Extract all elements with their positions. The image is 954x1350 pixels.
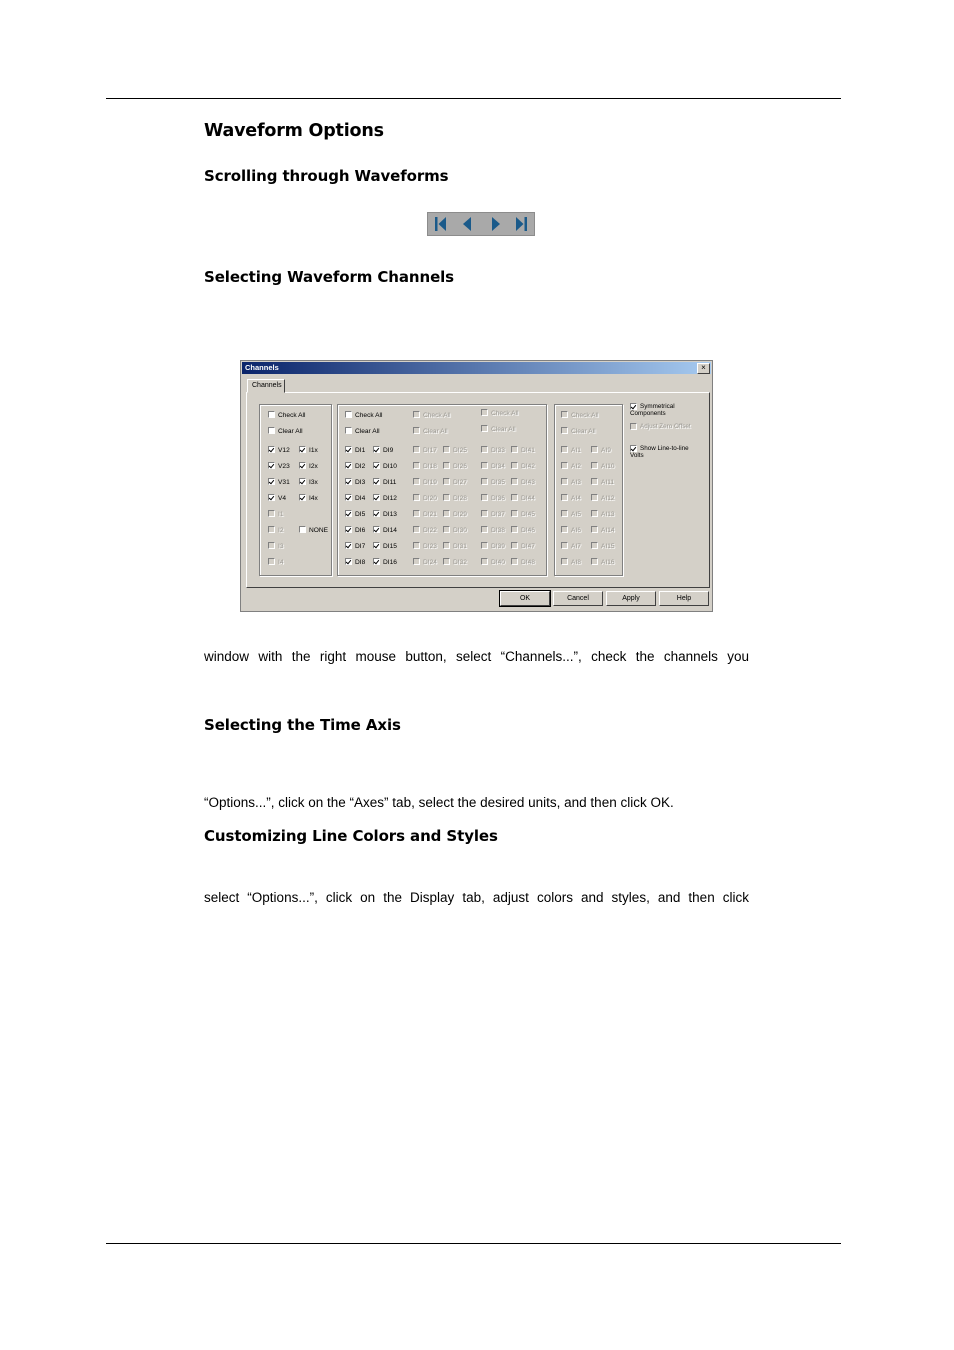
checkbox-label: Clear All	[423, 428, 448, 435]
digital-input-checkbox	[443, 510, 467, 519]
checkbox-box	[481, 494, 488, 501]
digital-input-checkbox	[481, 494, 505, 503]
checkbox-box	[561, 494, 568, 501]
digital-input-checkbox	[481, 542, 505, 551]
checkbox-label: Clear All	[355, 428, 380, 435]
checkbox-label: DI35	[491, 479, 505, 486]
digital-input-checkbox[interactable]	[345, 542, 365, 551]
checkbox-box	[443, 510, 450, 517]
checkbox-label: DI26	[453, 463, 467, 470]
checkbox-box[interactable]	[373, 446, 380, 453]
checkbox-label: I1x	[309, 447, 318, 454]
checkbox-box	[481, 478, 488, 485]
digital-input-checkbox	[511, 446, 535, 455]
checkbox-box[interactable]	[268, 494, 275, 501]
checkbox-label: Check All	[423, 412, 451, 419]
checkbox-label: DI20	[423, 495, 437, 502]
checkbox-box	[268, 510, 275, 517]
waveform-nav-toolbar	[427, 212, 535, 236]
digital-input-checkbox	[413, 478, 437, 487]
checkbox-label: DI13	[383, 511, 397, 518]
checkbox-box[interactable]	[345, 510, 352, 517]
check-all-checkbox[interactable]	[268, 411, 306, 420]
checkbox-box	[591, 478, 598, 485]
checkbox-box	[591, 526, 598, 533]
checkbox-box	[591, 558, 598, 565]
cancel-button[interactable]: Cancel	[553, 591, 603, 606]
checkbox-label: Symmetrical Components	[630, 403, 675, 417]
checkbox-label: I1	[278, 511, 284, 518]
checkbox-box	[413, 542, 420, 549]
digital-input-checkbox[interactable]	[345, 526, 365, 535]
checkbox-label: DI25	[453, 447, 467, 454]
checkbox-label: DI28	[453, 495, 467, 502]
checkbox-box	[511, 462, 518, 469]
checkbox-box[interactable]	[373, 558, 380, 565]
analog-input-checkbox	[591, 446, 611, 455]
channels-paragraph: window with the right mouse button, select “Channels...”, check the channels you	[204, 649, 749, 664]
checkbox-box[interactable]	[299, 462, 306, 469]
channel-checkbox[interactable]	[268, 462, 290, 471]
checkbox-label: AI4	[571, 495, 581, 502]
analog-input-checkbox	[561, 478, 581, 487]
checkbox-label: Check All	[571, 412, 599, 419]
channel-checkbox[interactable]	[299, 478, 318, 487]
di-check-all-checkbox	[413, 411, 451, 420]
checkbox-label: AI9	[601, 447, 611, 454]
checkbox-label: DI17	[423, 447, 437, 454]
checkbox-box	[511, 542, 518, 549]
checkbox-box	[481, 462, 488, 469]
channel-checkbox	[268, 510, 284, 519]
checkbox-box[interactable]	[268, 411, 275, 418]
checkbox-label: DI45	[521, 511, 535, 518]
clear-all-checkbox[interactable]	[268, 427, 303, 436]
checkbox-label: DI30	[453, 527, 467, 534]
checkbox-box	[268, 558, 275, 565]
checkbox-box	[413, 526, 420, 533]
checkbox-box[interactable]	[345, 427, 352, 434]
first-icon[interactable]	[428, 213, 454, 235]
checkbox-label: I3x	[309, 479, 318, 486]
channel-checkbox[interactable]	[299, 446, 318, 455]
header-rule	[106, 98, 841, 99]
checkbox-label: DI33	[491, 447, 505, 454]
checkbox-box	[443, 558, 450, 565]
checkbox-box	[561, 526, 568, 533]
checkbox-label: DI36	[491, 495, 505, 502]
checkbox-label: DI11	[383, 479, 397, 486]
checkbox-label: Check All	[278, 412, 306, 419]
digital-input-checkbox[interactable]	[373, 510, 397, 519]
option-checkbox	[630, 423, 692, 430]
checkbox-label: DI43	[521, 479, 535, 486]
apply-button[interactable]: Apply	[606, 591, 656, 606]
checkbox-label: DI44	[521, 495, 535, 502]
checkbox-label: DI32	[453, 559, 467, 566]
checkbox-label: DI48	[521, 559, 535, 566]
analog-input-checkbox	[591, 462, 615, 471]
checkbox-label: DI21	[423, 511, 437, 518]
digital-input-checkbox[interactable]	[373, 558, 397, 567]
footer-rule	[106, 1243, 841, 1244]
channel-checkbox[interactable]	[268, 478, 290, 487]
checkbox-label: DI40	[491, 559, 505, 566]
checkbox-box[interactable]	[345, 411, 352, 418]
checkbox-label: DI2	[355, 463, 366, 470]
checkbox-label: DI16	[383, 559, 397, 566]
checkbox-box	[413, 510, 420, 517]
checkbox-label: DI42	[521, 463, 535, 470]
checkbox-box[interactable]	[268, 462, 275, 469]
checkbox-label: DI47	[521, 543, 535, 550]
checkbox-box[interactable]	[345, 446, 352, 453]
checkbox-box[interactable]	[373, 526, 380, 533]
digital-input-checkbox	[481, 462, 505, 471]
checkbox-box[interactable]	[299, 478, 306, 485]
channels-dialog	[240, 360, 713, 612]
checkbox-label: DI8	[355, 559, 366, 566]
digital-input-checkbox[interactable]	[373, 478, 396, 487]
checkbox-label: V12	[278, 447, 290, 454]
digital-input-checkbox[interactable]	[373, 494, 397, 503]
di-clear-all-checkbox	[413, 427, 448, 436]
analog-input-checkbox	[561, 462, 581, 471]
page-title: Waveform Options	[204, 121, 384, 141]
checkbox-box	[443, 494, 450, 501]
channel-checkbox	[268, 526, 284, 535]
digital-input-checkbox[interactable]	[345, 446, 365, 455]
checkbox-label: DI6	[355, 527, 366, 534]
digital-input-checkbox	[443, 558, 467, 567]
digital-input-checkbox	[481, 510, 505, 519]
di-clear-all-checkbox[interactable]	[345, 427, 380, 436]
checkbox-box	[443, 446, 450, 453]
dialog-title: Channels	[245, 363, 279, 372]
checkbox-box[interactable]	[373, 494, 380, 501]
checkbox-box	[561, 462, 568, 469]
checkbox-label: Check All	[355, 412, 383, 419]
last-icon[interactable]	[508, 213, 534, 235]
digital-input-checkbox	[413, 558, 437, 567]
digital-input-checkbox	[511, 526, 535, 535]
checkbox-box[interactable]	[268, 446, 275, 453]
analog-input-checkbox	[591, 526, 615, 535]
checkbox-label: AI8	[571, 559, 581, 566]
digital-input-checkbox	[443, 446, 467, 455]
checkbox-box	[268, 526, 275, 533]
checkbox-box	[481, 510, 488, 517]
checkbox-label: AI6	[571, 527, 581, 534]
analog-input-checkbox	[561, 446, 581, 455]
checkbox-box	[481, 558, 488, 565]
checkbox-box	[413, 462, 420, 469]
checkbox-box	[481, 526, 488, 533]
section-heading-channels: Selecting Waveform Channels	[204, 268, 455, 286]
checkbox-label: I2x	[309, 463, 318, 470]
checkbox-box	[561, 510, 568, 517]
digital-input-checkbox[interactable]	[373, 526, 397, 535]
checkbox-box	[413, 411, 420, 418]
option-checkbox[interactable]	[630, 403, 692, 417]
analog-input-checkbox	[591, 510, 615, 519]
analog-input-checkbox	[591, 542, 615, 551]
checkbox-label: DI27	[453, 479, 467, 486]
checkbox-box	[413, 494, 420, 501]
checkbox-box[interactable]	[345, 558, 352, 565]
checkbox-label: DI7	[355, 543, 366, 550]
checkbox-box	[511, 494, 518, 501]
channel-checkbox[interactable]	[299, 494, 318, 503]
checkbox-box[interactable]	[373, 462, 380, 469]
checkbox-box	[561, 427, 568, 434]
channel-checkbox[interactable]	[299, 526, 328, 535]
ai-clear-all-checkbox	[561, 427, 596, 436]
checkbox-box[interactable]	[373, 510, 380, 517]
checkbox-label: Clear All	[278, 428, 303, 435]
checkbox-label: I3	[278, 543, 284, 550]
ai-check-all-checkbox	[561, 411, 599, 420]
checkbox-box	[481, 409, 488, 416]
checkbox-label: AI16	[601, 559, 615, 566]
digital-input-checkbox	[511, 558, 535, 567]
checkbox-box[interactable]	[345, 526, 352, 533]
checkbox-box	[443, 542, 450, 549]
checkbox-box[interactable]	[345, 542, 352, 549]
section-heading-scrolling: Scrolling through Waveforms	[204, 167, 449, 185]
checkbox-box[interactable]	[630, 403, 637, 410]
analog-input-checkbox	[591, 558, 615, 567]
checkbox-label: AI14	[601, 527, 615, 534]
checkbox-box[interactable]	[299, 494, 306, 501]
checkbox-label: NONE	[309, 527, 329, 534]
di-check-all-checkbox[interactable]	[345, 411, 383, 420]
digital-input-checkbox[interactable]	[345, 510, 365, 519]
next-icon[interactable]	[482, 213, 508, 235]
digital-input-checkbox[interactable]	[345, 462, 365, 471]
checkbox-box[interactable]	[268, 478, 275, 485]
checkbox-box[interactable]	[299, 446, 306, 453]
checkbox-label: DI23	[423, 543, 437, 550]
digital-input-checkbox	[443, 542, 467, 551]
checkbox-box	[511, 526, 518, 533]
checkbox-label: DI1	[355, 447, 366, 454]
checkbox-box	[561, 542, 568, 549]
section-heading-colors: Customizing Line Colors and Styles	[204, 827, 498, 845]
checkbox-label: AI2	[571, 463, 581, 470]
digital-input-checkbox[interactable]	[373, 542, 397, 551]
checkbox-label: AI3	[571, 479, 581, 486]
checkbox-box	[561, 558, 568, 565]
checkbox-box	[413, 427, 420, 434]
digital-input-checkbox	[443, 494, 467, 503]
digital-input-checkbox	[413, 446, 437, 455]
close-icon[interactable]: ×	[697, 363, 710, 374]
digital-input-checkbox	[413, 526, 437, 535]
digital-input-checkbox	[481, 558, 505, 567]
checkbox-label: Check All	[491, 410, 519, 417]
checkbox-label: AI5	[571, 511, 581, 518]
checkbox-box	[591, 446, 598, 453]
digital-input-checkbox	[511, 462, 535, 471]
help-button[interactable]: Help	[659, 591, 709, 606]
checkbox-box	[443, 526, 450, 533]
analog-input-checkbox	[591, 494, 615, 503]
checkbox-box	[443, 478, 450, 485]
tab-channels[interactable]: Channels	[247, 379, 285, 393]
checkbox-box	[561, 411, 568, 418]
di-check-all-checkbox	[481, 409, 519, 418]
checkbox-box[interactable]	[345, 462, 352, 469]
digital-input-checkbox	[413, 494, 437, 503]
checkbox-label: DI22	[423, 527, 437, 534]
digital-input-checkbox[interactable]	[345, 494, 365, 503]
checkbox-label: DI46	[521, 527, 535, 534]
option-checkbox[interactable]	[630, 445, 692, 459]
ok-button[interactable]: OK	[500, 591, 550, 606]
checkbox-label: AI15	[601, 543, 615, 550]
checkbox-label: DI34	[491, 463, 505, 470]
checkbox-label: V4	[278, 495, 287, 502]
checkbox-box	[511, 446, 518, 453]
digital-input-checkbox[interactable]	[345, 558, 365, 567]
digital-input-checkbox	[481, 478, 505, 487]
checkbox-label: DI19	[423, 479, 437, 486]
checkbox-box[interactable]	[299, 526, 306, 533]
checkbox-label: DI41	[521, 447, 535, 454]
checkbox-box	[591, 510, 598, 517]
channel-checkbox[interactable]	[268, 446, 290, 455]
analog-input-checkbox	[591, 478, 614, 487]
checkbox-box	[591, 542, 598, 549]
digital-input-checkbox	[511, 510, 535, 519]
checkbox-label: Adjust Zero Offset	[640, 423, 691, 430]
checkbox-label: DI12	[383, 495, 397, 502]
digital-input-checkbox	[481, 526, 505, 535]
di-clear-all-checkbox	[481, 425, 516, 434]
checkbox-label: DI5	[355, 511, 366, 518]
checkbox-label: DI14	[383, 527, 397, 534]
analog-input-checkbox	[561, 526, 581, 535]
digital-input-checkbox	[443, 526, 467, 535]
digital-input-checkbox	[511, 494, 535, 503]
checkbox-box	[511, 558, 518, 565]
checkbox-box[interactable]	[345, 478, 352, 485]
time-axis-paragraph: “Options...”, click on the “Axes” tab, select the desired units, and then click OK.	[204, 795, 674, 810]
digital-input-checkbox	[413, 542, 437, 551]
checkbox-label: AI13	[601, 511, 615, 518]
checkbox-label: DI24	[423, 559, 437, 566]
checkbox-box	[268, 542, 275, 549]
checkbox-label: AI11	[601, 479, 615, 486]
checkbox-box[interactable]	[373, 478, 380, 485]
digital-input-checkbox	[443, 478, 467, 487]
channel-checkbox[interactable]	[299, 462, 318, 471]
checkbox-box	[591, 494, 598, 501]
checkbox-label: Show Line-to-line Volts	[630, 445, 689, 459]
analog-input-checkbox	[561, 494, 581, 503]
channel-checkbox	[268, 558, 284, 567]
checkbox-box	[413, 478, 420, 485]
section-heading-time-axis: Selecting the Time Axis	[204, 716, 401, 734]
checkbox-label: DI31	[453, 543, 467, 550]
checkbox-box[interactable]	[268, 427, 275, 434]
previous-icon[interactable]	[455, 213, 481, 235]
channel-checkbox	[268, 542, 284, 551]
checkbox-box	[591, 462, 598, 469]
analog-input-checkbox	[561, 558, 581, 567]
checkbox-label: DI3	[355, 479, 366, 486]
digital-input-checkbox	[443, 462, 467, 471]
checkbox-box	[413, 446, 420, 453]
checkbox-label: DI38	[491, 527, 505, 534]
checkbox-box	[511, 478, 518, 485]
checkbox-label: DI15	[383, 543, 397, 550]
checkbox-label: DI18	[423, 463, 437, 470]
checkbox-label: DI4	[355, 495, 366, 502]
dialog-titlebar	[242, 362, 711, 374]
checkbox-box[interactable]	[345, 494, 352, 501]
checkbox-label: V23	[278, 463, 290, 470]
checkbox-label: DI39	[491, 543, 505, 550]
checkbox-label: DI37	[491, 511, 505, 518]
colors-paragraph: select “Options...”, click on the Display tab, adjust colors and styles, and then click	[204, 890, 749, 905]
checkbox-label: AI12	[601, 495, 615, 502]
checkbox-label: I2	[278, 527, 284, 534]
checkbox-label: V31	[278, 479, 290, 486]
digital-input-checkbox	[481, 446, 505, 455]
analog-input-checkbox	[561, 542, 581, 551]
checkbox-box	[481, 542, 488, 549]
checkbox-label: I4	[278, 559, 284, 566]
checkbox-label: DI29	[453, 511, 467, 518]
checkbox-box[interactable]	[630, 445, 637, 452]
checkbox-box	[630, 423, 637, 430]
checkbox-label: Clear All	[571, 428, 596, 435]
checkbox-label: AI7	[571, 543, 581, 550]
checkbox-box	[413, 558, 420, 565]
analog-input-checkbox	[561, 510, 581, 519]
checkbox-label: DI10	[383, 463, 397, 470]
digital-input-checkbox	[413, 510, 437, 519]
checkbox-box	[481, 425, 488, 432]
checkbox-box[interactable]	[373, 542, 380, 549]
digital-input-checkbox[interactable]	[373, 446, 393, 455]
checkbox-box	[561, 478, 568, 485]
digital-input-checkbox	[511, 542, 535, 551]
digital-input-checkbox	[511, 478, 535, 487]
checkbox-label: Clear All	[491, 426, 516, 433]
checkbox-box	[561, 446, 568, 453]
digital-input-checkbox[interactable]	[373, 462, 397, 471]
digital-input-checkbox	[413, 462, 437, 471]
checkbox-label: AI10	[601, 463, 615, 470]
checkbox-box	[511, 510, 518, 517]
checkbox-label: DI9	[383, 447, 394, 454]
checkbox-box	[443, 462, 450, 469]
channel-checkbox[interactable]	[268, 494, 286, 503]
checkbox-label: I4x	[309, 495, 318, 502]
checkbox-label: AI1	[571, 447, 581, 454]
checkbox-box	[481, 446, 488, 453]
digital-input-checkbox[interactable]	[345, 478, 365, 487]
